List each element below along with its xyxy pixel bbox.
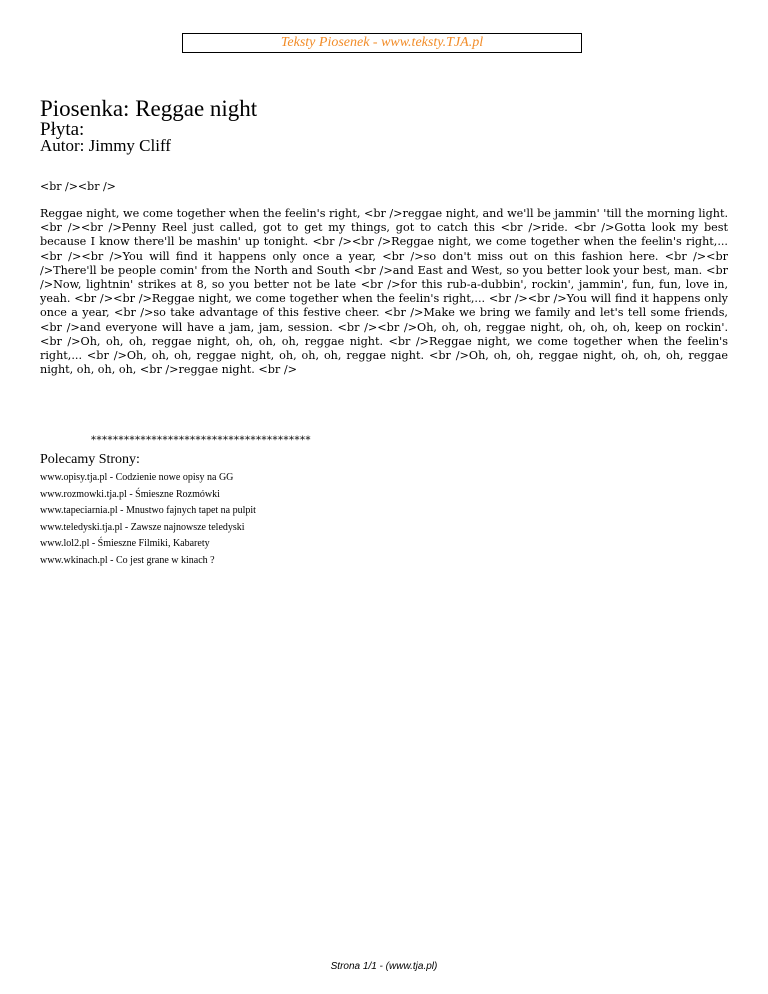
page-footer: Strona 1/1 - (www.tja.pl) (330, 961, 438, 972)
author-label: Autor: Jimmy Cliff (40, 136, 171, 155)
recommended-link[interactable]: www.teledyski.tja.pl - Zawsze najnowsze teledyski (40, 521, 245, 533)
recommended-link[interactable]: www.wkinach.pl - Co jest grane w kinach ? (40, 554, 215, 566)
recommended-link[interactable]: www.rozmowki.tja.pl - Śmieszne Rozmówki (40, 488, 220, 500)
lyrics-body: Reggae night, we come together when the feelin's right, <br />reggae night, and we'll be jammin' 'till the morning light. <br /><br />Penny Reel just called, got to get my things, got to catch this <br />ride. <br />Gotta look my best because I know there'll be mashin' up tonight. <br /><br />Reggae night, we come together when the feelin's right,... <br /><br />You will find it happens only once a year, <br />so don't miss out on this fashion here. <br /><br />There'll be people comin' from the North and South <br />and East and West, so you better look your best, man. <br />Now, lightnin' strikes at 8, so you better not be late <br />for this rub-a-dubbin', rockin', jammin', fun, fun, love in, yeah. <br /><br />Reggae night, we come together when the feelin's right,... <br /><br />You will find it happens only once a year, <br />so take advantage of this festive cheer. <br />Make we bring we family and let's tell some friends, <br />and everyone will have a jam, jam, session. <br /><br />Oh, oh, oh, reggae night, oh, oh, oh, keep on rockin'. <br />Oh, oh, oh, reggae night, oh, oh, oh, reggae night. <br />Reggae night, we come together when the feelin's right,... <br />Oh, oh, oh, reggae night, oh, oh, oh, reggae night. <br />Oh, oh, oh, reggae night, oh, oh, oh, reggae night, oh, oh, oh, <br />reggae night. <br /> (40, 207, 728, 377)
album-label: Płyta: (40, 119, 85, 140)
recommended-links-list (40, 470, 256, 570)
recommended-link[interactable]: www.tapeciarnia.pl - Mnustwo fajnych tapet na pulpit (40, 505, 256, 517)
recommended-link[interactable]: www.opisy.tja.pl - Codzienie nowe opisy na GG (40, 472, 234, 483)
intro-markup-text: <br /><br /> (40, 180, 116, 193)
song-title: Piosenka: Reggae night (40, 96, 258, 121)
site-banner (182, 33, 582, 53)
separator-stars: **************************************** (91, 435, 311, 446)
recommended-link[interactable]: www.lol2.pl - Śmieszne Filmiki, Kabarety (40, 538, 210, 550)
recommended-title: Polecamy Strony: (40, 452, 140, 467)
site-banner-text: Teksty Piosenek - www.teksty.TJA.pl (280, 35, 484, 50)
